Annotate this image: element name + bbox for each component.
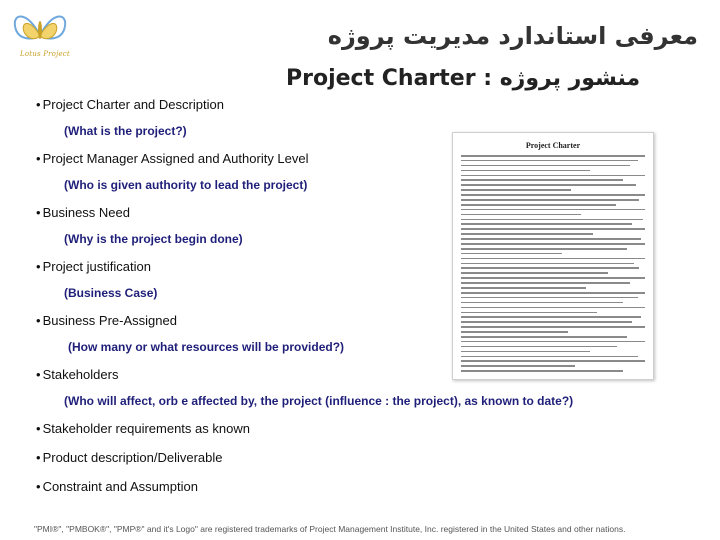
document-line xyxy=(461,312,597,314)
document-line xyxy=(461,365,575,367)
page-subtitle: Project Charter : منشور پروژه xyxy=(286,66,641,91)
logo-text: Lotus Project xyxy=(20,50,70,58)
bullet-item: • Business Need xyxy=(36,205,130,220)
document-line xyxy=(461,360,645,362)
document-line xyxy=(461,292,645,294)
bullet-note: (What is the project?) xyxy=(64,124,187,138)
bullet-item: • Business Pre-Assigned xyxy=(36,313,177,328)
butterfly-icon xyxy=(6,6,74,54)
document-line xyxy=(461,243,645,245)
document-line xyxy=(461,263,634,265)
document-line xyxy=(461,204,616,206)
document-line xyxy=(461,341,645,343)
bullet-item: • Product description/Deliverable xyxy=(36,450,223,465)
document-line xyxy=(461,214,581,216)
document-line xyxy=(461,170,590,172)
document-line xyxy=(461,331,568,333)
document-line xyxy=(461,184,636,186)
bullet-note: (Why is the project begin done) xyxy=(64,232,243,246)
document-line xyxy=(461,155,645,157)
document-line xyxy=(461,258,645,260)
document-line xyxy=(461,219,643,221)
document-line xyxy=(461,165,630,167)
document-line xyxy=(461,238,641,240)
document-line xyxy=(461,307,645,309)
document-line xyxy=(461,189,571,191)
document-line xyxy=(461,233,593,235)
document-line xyxy=(461,326,645,328)
trademark-footer: "PMI®", "PMBOK®", "PMP®" and it's Logo" are registered trademarks of Project Management Institute, Inc. registered in the United States and other nations. xyxy=(34,524,626,534)
document-line xyxy=(461,267,639,269)
document-line xyxy=(461,228,645,230)
document-line xyxy=(461,160,638,162)
lotus-logo xyxy=(6,6,74,62)
document-line xyxy=(461,370,623,372)
document-title: Project Charter xyxy=(525,141,581,150)
document-line xyxy=(461,302,623,304)
document-line xyxy=(461,194,645,196)
document-line xyxy=(461,179,623,181)
document-line xyxy=(461,287,586,289)
bullet-note: (Who will affect, orb e affected by, the project (influence : the project), as known to date?) xyxy=(64,394,574,408)
bullet-item: • Constraint and Assumption xyxy=(36,479,198,494)
project-charter-document-image xyxy=(452,132,654,380)
document-line xyxy=(461,356,638,358)
bullet-item: • Project Charter and Description xyxy=(36,97,224,112)
document-line xyxy=(461,277,645,279)
bullet-note: (Who is given authority to lead the project) xyxy=(64,178,308,192)
document-line xyxy=(461,351,590,353)
document-line xyxy=(461,175,645,177)
document-line xyxy=(461,346,617,348)
document-line xyxy=(461,253,562,255)
page-title: معرفی استاندارد مدیریت پروژه xyxy=(327,22,698,50)
document-text-lines xyxy=(461,155,645,375)
bullet-item: • Project Manager Assigned and Authority Level xyxy=(36,151,309,166)
document-line xyxy=(461,209,645,211)
document-line xyxy=(461,248,627,250)
document-line xyxy=(461,282,630,284)
document-line xyxy=(461,316,641,318)
bullet-item: • Stakeholder requirements as known xyxy=(36,421,250,436)
bullet-item: • Project justification xyxy=(36,259,151,274)
document-line xyxy=(461,272,608,274)
document-line xyxy=(461,199,639,201)
document-line xyxy=(461,321,632,323)
bullet-item: • Stakeholders xyxy=(36,367,118,382)
document-line xyxy=(461,336,627,338)
bullet-note: (Business Case) xyxy=(64,286,158,300)
bullet-note: (How many or what resources will be provided?) xyxy=(68,340,345,354)
document-line xyxy=(461,297,638,299)
document-line xyxy=(461,223,632,225)
